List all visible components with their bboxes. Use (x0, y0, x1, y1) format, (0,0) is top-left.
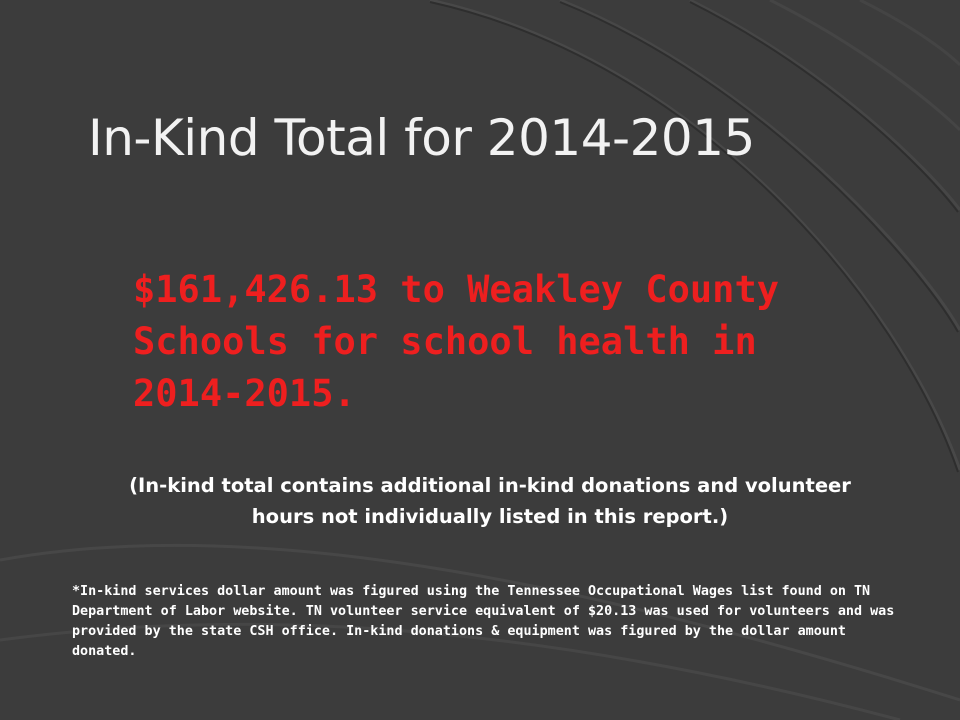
in-kind-total-headline: $161,426.13 to Weakley County Schools for school health in 2014-2015. (133, 268, 780, 415)
slide-title: In-Kind Total for 2014-2015 (88, 109, 755, 167)
methodology-footnote: *In-kind services dollar amount was figured using the Tennessee Occupational Wages list found on TN Department of Labor website. TN volunteer service equivalent of $20.13 was used for volunteers and was provided by the state CSH office. In-kind donations & equipment was figured by the dollar amount donated. (72, 584, 895, 659)
in-kind-note: (In-kind total contains additional in-kind donations and volunteer hours not individually listed in this report.) (129, 474, 851, 528)
